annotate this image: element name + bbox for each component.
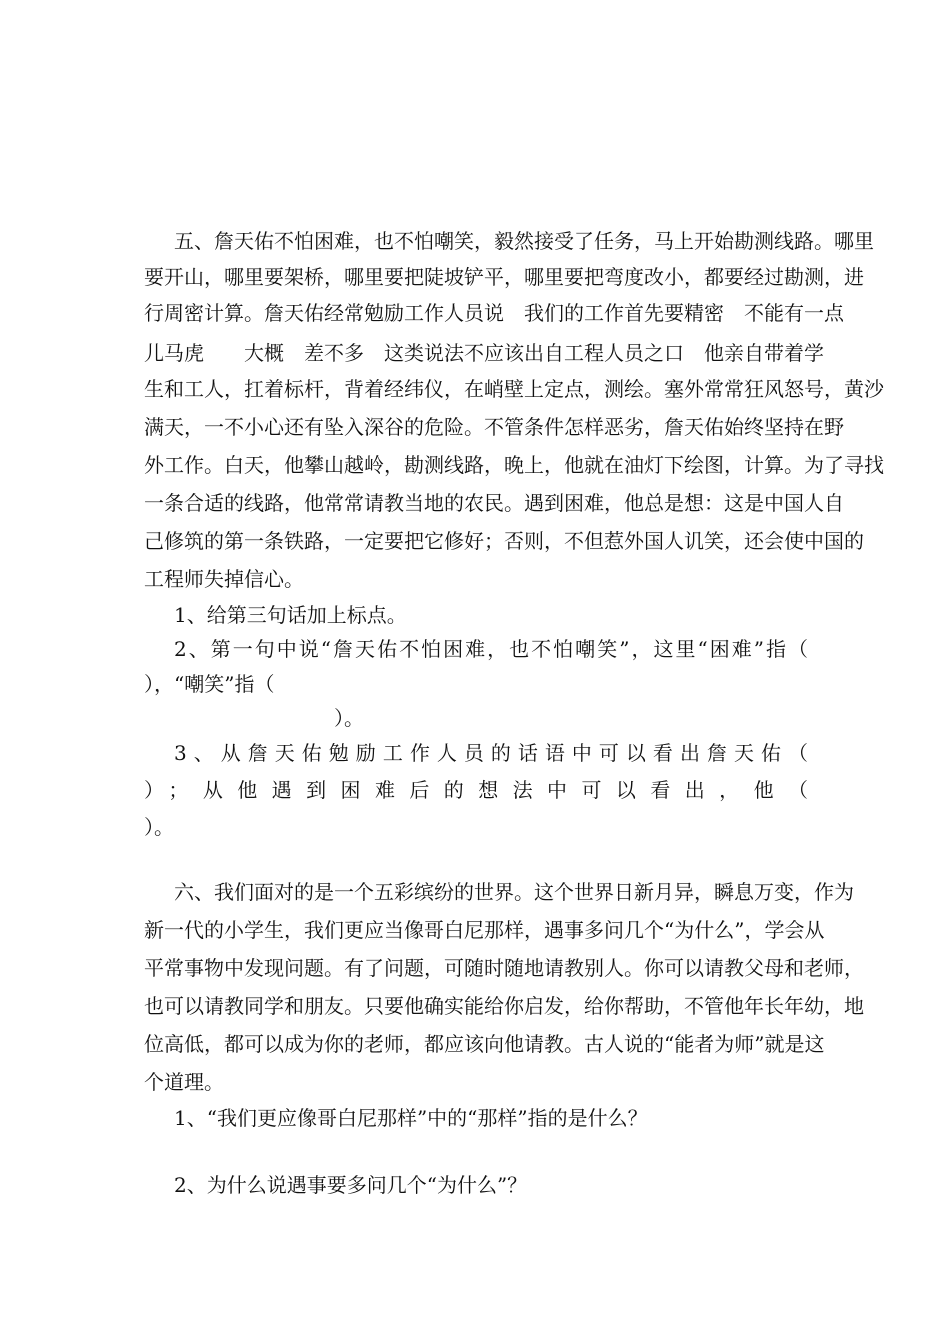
section5-question-3-line-1: 3、从詹天佑勉励工作人员的话语中可以看出詹天佑（: [174, 741, 808, 765]
section5-line-6: 满天，一不小心还有坠入深谷的危险。不管条件怎样恶劣，詹天佑始终坚持在野: [144, 415, 844, 439]
section5-line-7: 外工作。白天，他攀山越岭，勘测线路，晚上，他就在油灯下绘图，计算。为了寻找: [144, 453, 884, 477]
section5-line-10: 工程师失掉信心。: [144, 567, 304, 591]
section6-line-4: 也可以请教同学和朋友。只要他确实能给你启发，给你帮助，不管他年长年幼，地: [144, 994, 864, 1018]
section6-line-5: 位高低，都可以成为你的老师，都应该向他请教。古人说的“能者为师”就是这: [144, 1032, 825, 1056]
section5-line-1: 五、詹天佑不怕困难，也不怕嘲笑，毅然接受了任务，马上开始勘测线路。哪里: [174, 229, 874, 253]
section5-line-9: 己修筑的第一条铁路，一定要把它修好；否则，不但惹外国人讥笑，还会使中国的: [144, 529, 864, 553]
section6-question-1: 1、“我们更应像哥白尼那样”中的“那样”指的是什么？: [174, 1106, 648, 1130]
section5-question-1: 1、给第三句话加上标点。: [174, 603, 407, 627]
section6-line-6: 个道理。: [144, 1070, 224, 1094]
section5-line-5: 生和工人，扛着标杆，背着经纬仪，在峭壁上定点，测绘。塞外常常狂风怒号，黄沙: [144, 377, 884, 401]
section6-line-2: 新一代的小学生，我们更应当像哥白尼那样，遇事多问几个“为什么”，学会从: [144, 918, 825, 942]
section5-line-3: 行周密计算。詹天佑经常勉励工作人员说 我们的工作首先要精密 不能有一点: [144, 301, 844, 325]
section6-line-3: 平常事物中发现问题。有了问题，可随时随地请教别人。你可以请教父母和老师，: [144, 956, 864, 980]
section5-line-4: 儿马虎 大概 差不多 这类说法不应该出自工程人员之口 他亲自带着学: [144, 341, 824, 365]
section5-question-2-line-2: ），“嘲笑”指（: [144, 672, 275, 696]
section5-question-3-line-3: ）。: [144, 815, 174, 839]
section5-line-8: 一条合适的线路，他常常请教当地的农民。遇到困难，他总是想：这是中国人自: [144, 491, 844, 515]
section6-line-1: 六、我们面对的是一个五彩缤纷的世界。这个世界日新月异，瞬息万变，作为: [174, 880, 854, 904]
section5-line-2: 要开山，哪里要架桥，哪里要把陡坡铲平，哪里要把弯度改小，都要经过勘测，进: [144, 265, 864, 289]
section5-question-2-line-1: 2、第一句中说“詹天佑不怕困难，也不怕嘲笑”，这里“困难”指（: [174, 637, 808, 661]
section5-question-2-line-3: ）。: [334, 706, 364, 730]
section6-question-2: 2、为什么说遇事要多问几个“为什么”？: [174, 1173, 528, 1197]
section5-question-3-line-2: ）；从他遇到困难后的想法中可以看出，他（: [144, 778, 808, 802]
